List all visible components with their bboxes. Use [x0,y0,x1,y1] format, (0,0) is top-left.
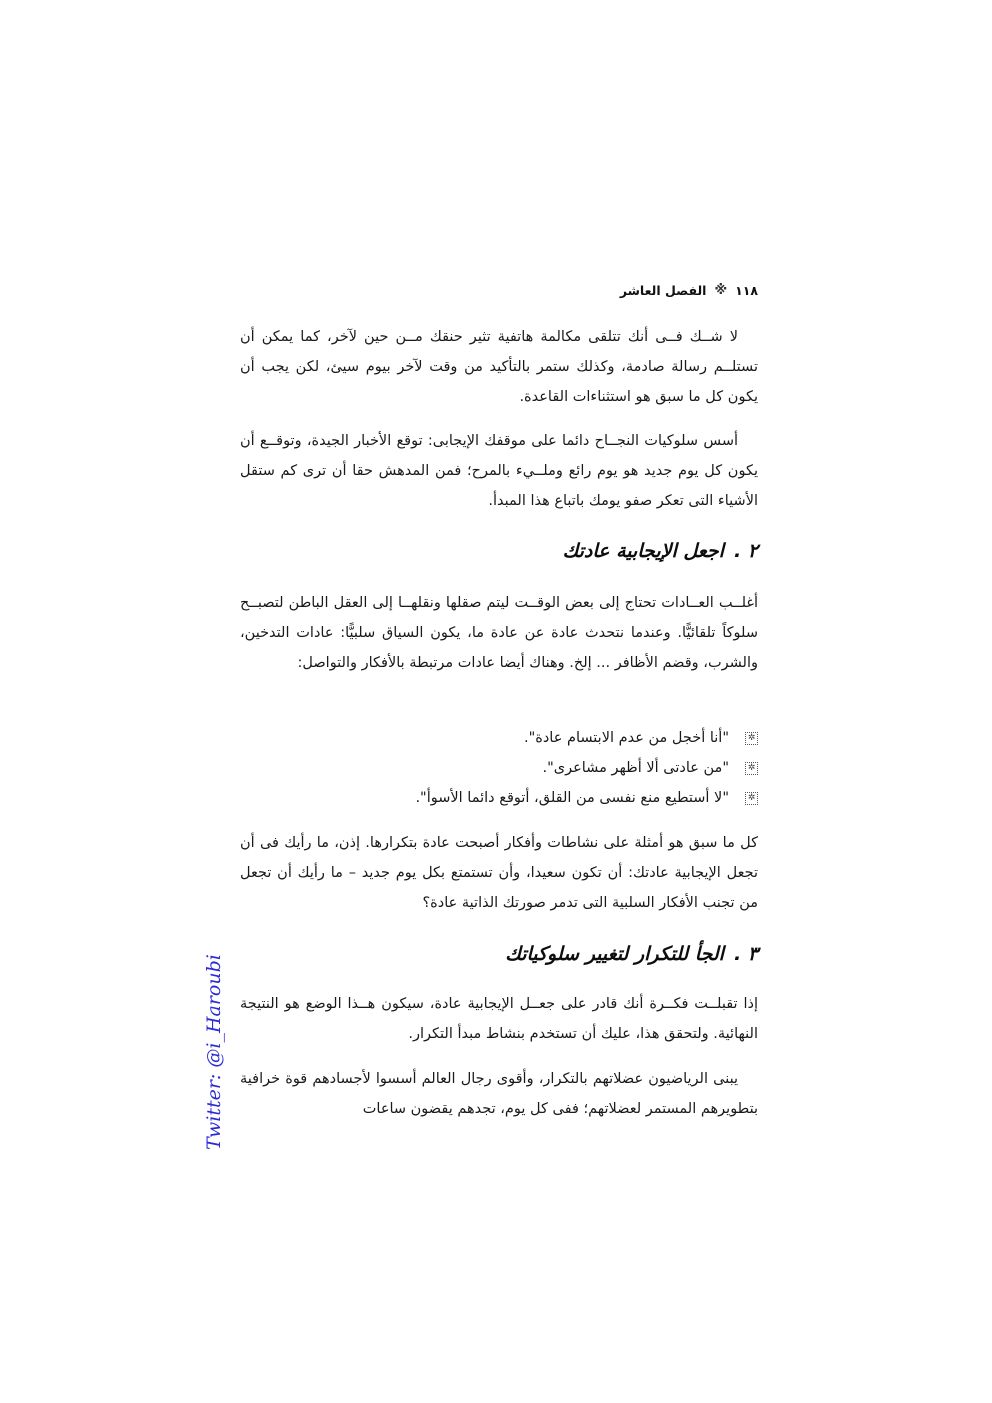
page-number: ١١٨ [735,283,758,298]
twitter-watermark: Twitter: @i_Haroubi [203,954,225,1150]
ornament-icon: ※ [714,283,728,298]
intro-paragraph-2 [240,426,758,516]
section-title: اجعل الإيجابية عادتك [562,540,724,562]
book-page [240,0,758,1403]
paragraph-text: يبنى الرياضيون عضلاتهم بالتكرار، وأقوى رجال العالم أسسوا لأجسادهم قوة خرافية بتطويرهم المستمر لعضلاتهم؛ ففى كل يوم، تجدهم يقضون ساعات [240,1071,758,1117]
section-2-heading [563,540,758,562]
list-item [240,753,758,783]
paragraph-text: كل ما سبق هو أمثلة على نشاطات وأفكار أصبحت عادة بتكرارها. إذن، ما رأيك فى أن تجعل الإيجابية عادتك: أن تكون سعيدا، وأن تستمتع بكل يوم جديد – ما رأيك أن تجعل من تجنب الأفكار السلبية التى تدمر صورتك الذاتية عادة؟ [240,835,758,911]
section-3-heading [505,943,758,965]
section-3-paragraph-1 [240,989,758,1049]
section-title: الجأ للتكرار لتغيير سلوكياتك [505,943,724,965]
list-item-text: "لا أستطيع منع نفسى من القلق، أتوقع دائما الأسوأ". [415,790,729,806]
list-item-text: "أنا أخجل من عدم الابتسام عادة". [523,730,729,746]
list-item [240,783,758,813]
paragraph-text: أسس سلوكيات النجــاح دائما على موقفك الإيجابى: توقع الأخبار الجيدة، وتوقــع أن يكون كل يوم جديد هو يوم رائع وملــيء بالمرح؛ فمن المدهش حقا أن ترى كم ستقل الأشياء التى تعكر صفو يومك باتباع هذا المبدأ. [240,433,758,509]
intro-paragraph-1 [240,322,758,412]
ornamental-bullet-icon: ✲ [745,732,758,745]
section-number: ٣ . [733,943,758,965]
section-3-paragraph-2 [240,1064,758,1124]
running-header [620,283,758,298]
ornamental-bullet-icon: ✲ [745,792,758,805]
section-2-paragraph [240,588,758,678]
paragraph-text: لا شــك فــى أنك تتلقى مكالمة هاتفية تثير حنقك مــن حين لآخر، كما يمكن أن تستلــم رسالة صادمة، وكذلك ستمر بالتأكيد من وقت لآخر بيوم سيئ، لكن يجب أن يكون كل ما سبق هو استثناءات القاعدة. [240,329,758,405]
chapter-title: الفصل العاشر [619,283,707,298]
list-item [240,723,758,753]
paragraph-text: أغلــب العــادات تحتاج إلى بعض الوقــت ليتم صقلها ونقلهــا إلى العقل الباطن لتصبــح سلوكاً تلقائيًّا. وعندما نتحدث عادة عن عادة ما، يكون السياق سلبيًّا: عادات التدخين، والشرب، وقضم الأظافر ... إلخ. وهناك أيضا عادات مرتبطة بالأفكار والتواصل: [240,595,758,671]
habit-examples-list [240,723,758,813]
ornamental-bullet-icon: ✲ [745,762,758,775]
list-item-text: "من عادتى ألا أظهر مشاعرى". [542,760,729,776]
section-number: ٢ . [733,540,758,562]
section-2-closing-paragraph [240,828,758,918]
paragraph-text: إذا تقبلــت فكــرة أنك قادر على جعــل الإيجابية عادة، سيكون هــذا الوضع هو النتيجة النهائية. ولتحقق هذا، عليك أن تستخدم بنشاط مبدأ التكرار. [240,996,758,1042]
